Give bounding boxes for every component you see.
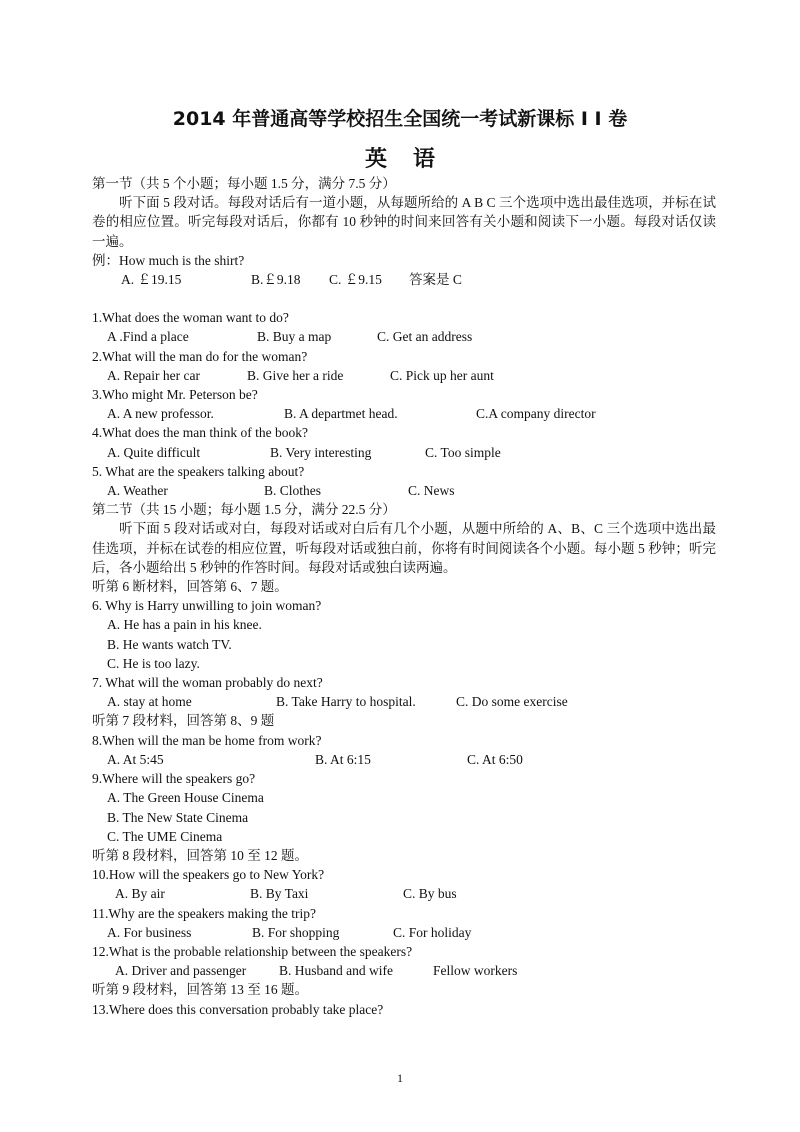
question-3-options [92,404,716,423]
option-b: B. Give her a ride [247,367,344,383]
question-6: 6. Why is Harry unwilling to join woman? [92,598,322,614]
section2-heading: 第二节（共 15 小题；每小题 1.5 分，满分 22.5 分） [92,502,396,518]
section2-instructions: 听下面 5 段对话或对白，每段对话或对白后有几个小题，从题中所给的 A、B、C 三个选项中选出最佳选项，并标在试卷的相应位置，听每段对话或独白前，你将有时间阅读各个小题。每小题 5 秒钟；听完后，各小题给出 5 秒钟的作答时间。每段对话或独白读两遍。 [92,521,716,575]
option-b: B. Take Harry to hospital. [276,694,416,710]
question-4-options [92,443,716,462]
subject-title: 英语 [364,147,461,172]
option-b: B. Husband and wife [279,963,393,979]
section1-heading: 第一节（共 5 个小题；每小题 1.5 分，满分 7.5 分） [92,176,396,191]
option-b: B. Buy a map [257,329,332,345]
option-a: A. For business [107,924,192,940]
example-option-c: C. ￡9.15 [329,272,382,288]
example-question: 例：How much is the shirt? [92,252,245,268]
page-title: 2014 年普通高等学校招生全国统一考试新课标 I I 卷 [172,108,628,130]
option-c: C. Pick up her aunt [390,367,494,383]
question-7: 7. What will the woman probably do next? [92,675,323,691]
question-11-options [92,923,716,942]
option-c: C. For holiday [393,924,472,940]
question-12-options [92,961,716,980]
option-c: Fellow workers [433,963,518,979]
question-10-options [92,884,716,903]
material-9-heading: 听第 9 段材料，回答第 13 至 16 题。 [92,982,308,998]
option-c: C. At 6:50 [467,751,523,767]
spacer [92,289,716,308]
material-8-heading: 听第 8 段材料，回答第 10 至 12 题。 [92,847,308,863]
example-answer: 答案是 C [409,272,462,288]
option-c: C.A company director [476,406,596,422]
option-a: A. Quite difficult [107,444,201,460]
question-9-option-b: B. The New State Cinema [107,809,249,825]
option-c: C. News [408,483,455,499]
question-8: 8.When will the man be home from work? [92,732,322,748]
question-9-option-c: C. The UME Cinema [107,828,223,844]
option-a: A. Driver and passenger [115,963,247,979]
material-6-heading: 听第 6 断材料，回答第 6、7 题。 [92,579,288,595]
option-a: A. stay at home [107,694,192,710]
example-option-a: A. ￡19.15 [121,272,182,288]
question-1: 1.What does the woman want to do? [92,310,289,326]
question-8-options [92,750,716,769]
example-options [92,270,716,289]
option-c: C. By bus [403,886,457,902]
question-6-option-b: B. He wants watch TV. [107,636,232,652]
option-a: A .Find a place [107,329,189,345]
option-c: C. Too simple [425,444,501,460]
option-a: A. At 5:45 [107,751,164,767]
option-b: B. For shopping [252,924,340,940]
question-1-options [92,327,716,346]
option-b: B. A departmet head. [284,406,398,422]
option-b: B. Very interesting [270,444,372,460]
option-b: B. Clothes [264,483,322,499]
option-b: B. At 6:15 [315,751,371,767]
question-11: 11.Why are the speakers making the trip? [92,905,317,921]
question-13: 13.Where does this conversation probably take place? [92,1001,384,1017]
option-a: A. A new professor. [107,406,214,422]
question-4: 4.What does the man think of the book? [92,425,308,441]
option-c: C. Do some exercise [456,694,568,710]
option-b: B. By Taxi [250,886,309,902]
question-2-options [92,366,716,385]
section1-instructions: 听下面 5 段对话。每段对话后有一道小题，从每题所给的 A B C 三个选项中选出最佳选项，并标在试卷的相应位置。听完每段对话后，你都有 10 秒钟的时间来回答有关小题和阅读下一小题。每段对话仅读一遍。 [92,195,716,249]
option-a: A. Repair her car [107,367,200,383]
question-2: 2.What will the man do for the woman? [92,348,308,364]
material-7-heading: 听第 7 段材料，回答第 8、9 题 [92,713,275,729]
example-option-b: B.￡9.18 [251,272,301,288]
question-5: 5. What are the speakers talking about? [92,463,305,479]
page-number: 1 [397,1071,403,1085]
exam-content [92,174,716,1019]
question-7-options [92,692,716,711]
question-6-option-c: C. He is too lazy. [107,655,200,671]
option-c: C. Get an address [377,329,473,345]
question-12: 12.What is the probable relationship between the speakers? [92,943,413,959]
option-a: A. By air [115,886,165,902]
question-3: 3.Who might Mr. Peterson be? [92,387,258,403]
question-9-option-a: A. The Green House Cinema [107,790,264,806]
question-5-options [92,481,716,500]
question-10: 10.How will the speakers go to New York? [92,867,325,883]
option-a: A. Weather [107,483,168,499]
question-6-option-a: A. He has a pain in his knee. [107,617,262,633]
question-9: 9.Where will the speakers go? [92,771,256,787]
